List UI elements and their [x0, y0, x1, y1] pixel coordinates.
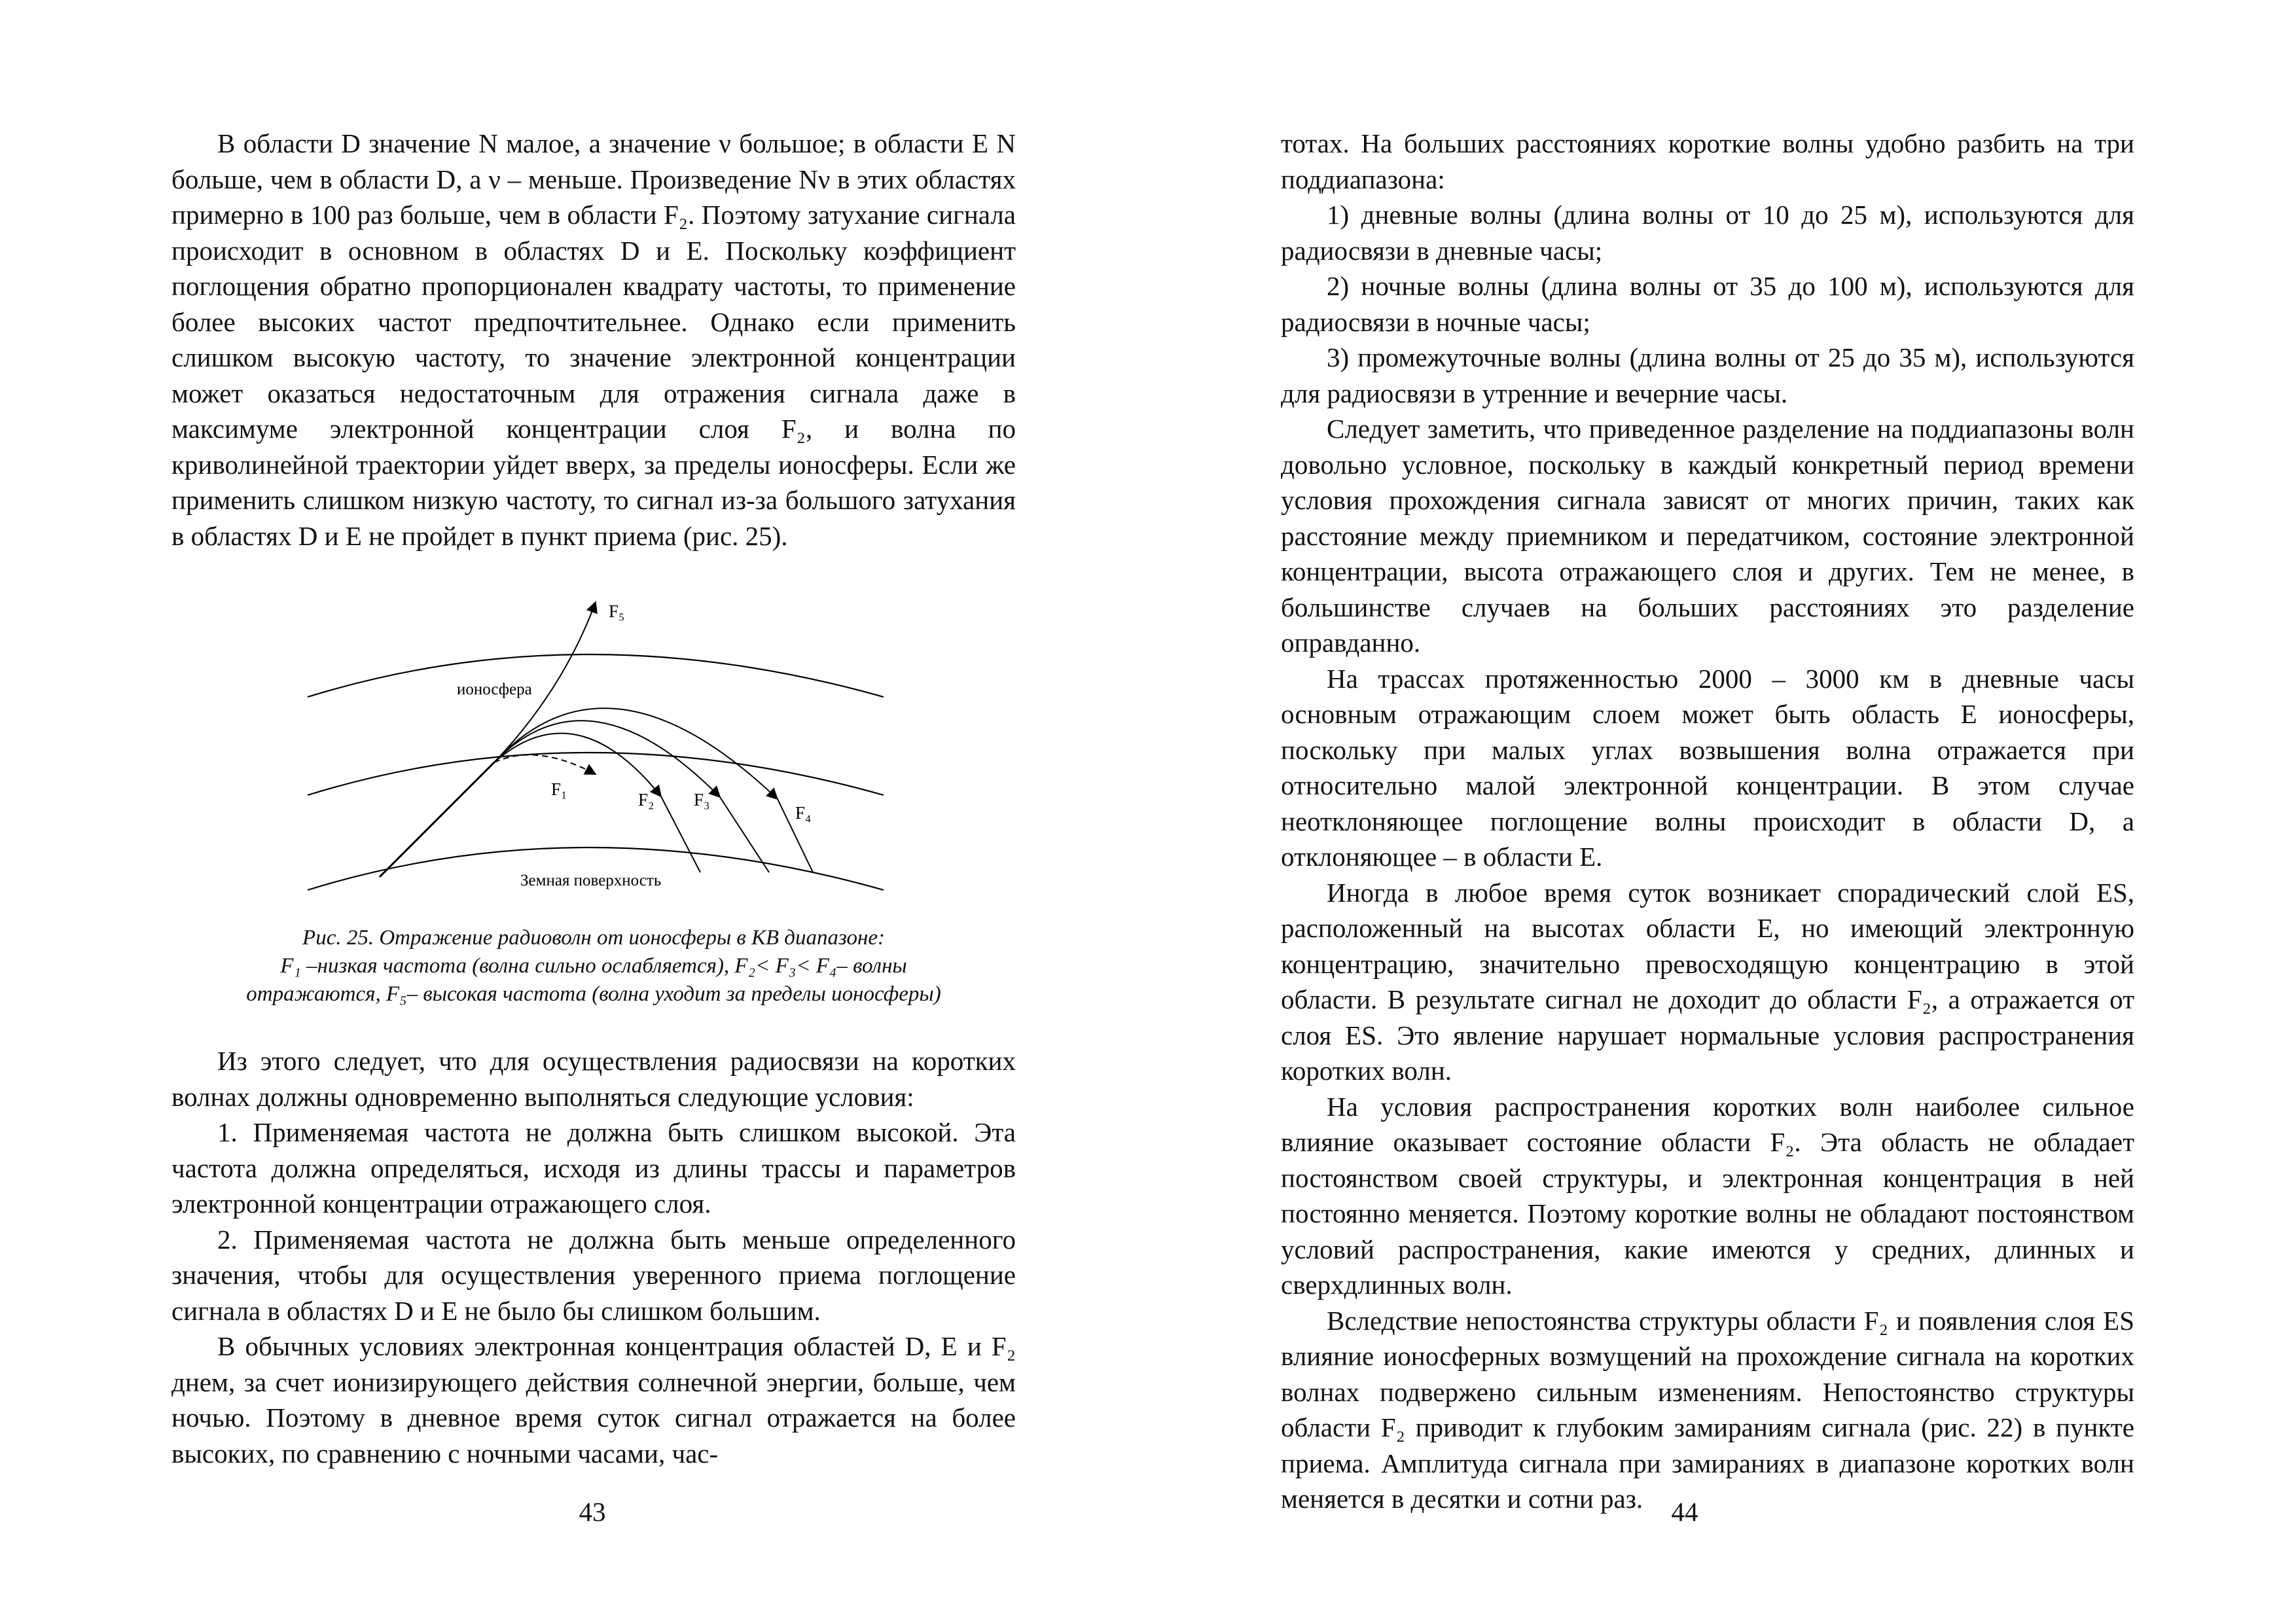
- ionosphere-lower-boundary: [308, 753, 884, 795]
- ray-f2: [494, 734, 661, 796]
- paragraph: Следует заметить, что приведенное разделение на поддиапазоны волн довольно условное, поскольку в каждый конкретный период времени условия прохождения сигнала зависят от многих причин, таких как расстояние между приемником и передатчиком, состояние электронной концентрации, высота отражающего слоя и других. Тем не менее, в большинстве случаев на больших расстояниях это разделение оправданно.: [1281, 414, 2134, 658]
- paragraph: 2) ночные волны (длина волны от 35 до 100 м), используются для радиосвязи в ночные часы;: [1281, 271, 2134, 337]
- paragraph: В обычных условиях электронная концентрация областей D, E и F₂ днем, за счет ионизирующего действия солнечной энергии, больше, чем ночью. Поэтому в дневное время суток сигнал отражается на более высоких, по сравнению с ночными часами, час-: [171, 1331, 1016, 1469]
- page-number: 43: [579, 1497, 606, 1527]
- right-page: [1148, 0, 2296, 1623]
- label-f3: F₃: [694, 790, 710, 810]
- label-f2: F₂: [638, 790, 655, 810]
- paragraph: 1) дневные волны (длина волны от 10 до 25 м), используются для радиосвязи в дневные часы;: [1281, 200, 2134, 266]
- paragraph: На условия распространения коротких волн наиболее сильное влияние оказывает состояние области F₂. Эта область не обладает постоянством своей структуры, и электронная концентрация в ней постоянно меняется. Поэтому короткие волны не обладают постоянством условий распространения, какие имеются у средних, длинных и сверхдлинных волн.: [1281, 1091, 2134, 1300]
- figure-caption: [171, 924, 1016, 1008]
- paragraph: 3) промежуточные волны (длина волны от 25 до 35 м), используются для радиосвязи в утренние и вечерние часы.: [1281, 342, 2134, 408]
- ray-f3-tail: [720, 797, 769, 872]
- label-f5: F₅: [609, 601, 625, 621]
- caption-line: F₁ –низкая частота (волна сильно ослабляется), F₂< F₃< F₄– волны: [280, 954, 907, 978]
- caption-line: отражаются, F₅– высокая частота (волна уходит за пределы ионосферы): [246, 982, 941, 1006]
- ionosphere-reflection-diagram: [308, 599, 884, 893]
- paragraph: 2. Применяемая частота не должна быть меньше определенного значения, чтобы для осуществления уверенного приема поглощение сигнала в областях D и E не было бы слишком большим.: [171, 1224, 1016, 1326]
- ray-f1: [494, 755, 596, 774]
- left-text-top: [171, 126, 1016, 554]
- paragraph: тотах. На больших расстояниях короткие волны удобно разбить на три поддиапазона:: [1281, 128, 2134, 194]
- label-f1: F₁: [551, 779, 567, 799]
- label-earth-surface: Земная поверхность: [520, 872, 662, 889]
- label-f4: F₄: [795, 803, 812, 823]
- label-ionosphere: ионосфера: [457, 681, 532, 698]
- paragraph: 1. Применяемая частота не должна быть слишком высокой. Эта частота должна определяться, исходя из длины трассы и параметров электронной концентрации отражающего слоя.: [171, 1117, 1016, 1219]
- paragraph: В области D значение N малое, а значение ν большое; в области E N больше, чем в области D, а ν – меньше. Произведение Nν в этих областях примерно в 100 раз больше, чем в области F₂. Поэтому затухание сигнала происходит в основном в областях D и E. Поскольку коэффициент поглощения обратно пропорционален квадрату частоты, то применение более высоких частот предпочтительнее. Однако если применить слишком высокую частоту, то значение электронной концентрации может оказаться недостаточным для отражения сигнала даже в максимуме электронной концентрации слоя F₂, и волна по криволинейной траектории уйдет вверх, за пределы ионосферы. Если же применить слишком низкую частоту, то сигнал из-за большого затухания в областях D и E не пройдет в пункт приема (рис. 25).: [171, 128, 1016, 551]
- caption-line: Рис. 25. Отражение радиоволн от ионосферы в КВ диапазоне:: [302, 926, 885, 950]
- paragraph: Из этого следует, что для осуществления радиосвязи на коротких волнах должны одновременно выполняться следующие условия:: [171, 1046, 1016, 1112]
- right-text: [1281, 126, 2134, 1517]
- left-text-bottom: [171, 1043, 1016, 1471]
- paragraph: На трассах протяженностью 2000 – 3000 км в дневные часы основным отражающим слоем может быть область E ионосферы, поскольку при малых углах возвышения волна отражается при относительно малой электронной концентрации. В этом случае неотклоняющее поглощение волны происходит в области D, а отклоняющее – в области E.: [1281, 663, 2134, 872]
- paragraph: Иногда в любое время суток возникает спорадический слой ES, расположенный на высотах области E, но имеющий электронную концентрацию, значительно превосходящую концентрацию в этой области. В результате сигнал не доходит до области F₂, а отражается от слоя ES. Это явление нарушает нормальные условия распространения коротких волн.: [1281, 877, 2134, 1086]
- paragraph: Вследствие непостоянства структуры области F₂ и появления слоя ES влияние ионосферных возмущений на прохождение сигнала на коротких волнах подвержено сильным изменениям. Непостоянство структуры области F₂ приводит к глубоким замираниям сигнала (рис. 22) в пункте приема. Амплитуда сигнала при замираниях в диапазоне коротких волн меняется в десятки и сотни раз.: [1281, 1305, 2134, 1514]
- ionosphere-upper-boundary: [308, 654, 884, 697]
- page-number: 44: [1671, 1497, 1698, 1527]
- figure-25: [308, 599, 884, 893]
